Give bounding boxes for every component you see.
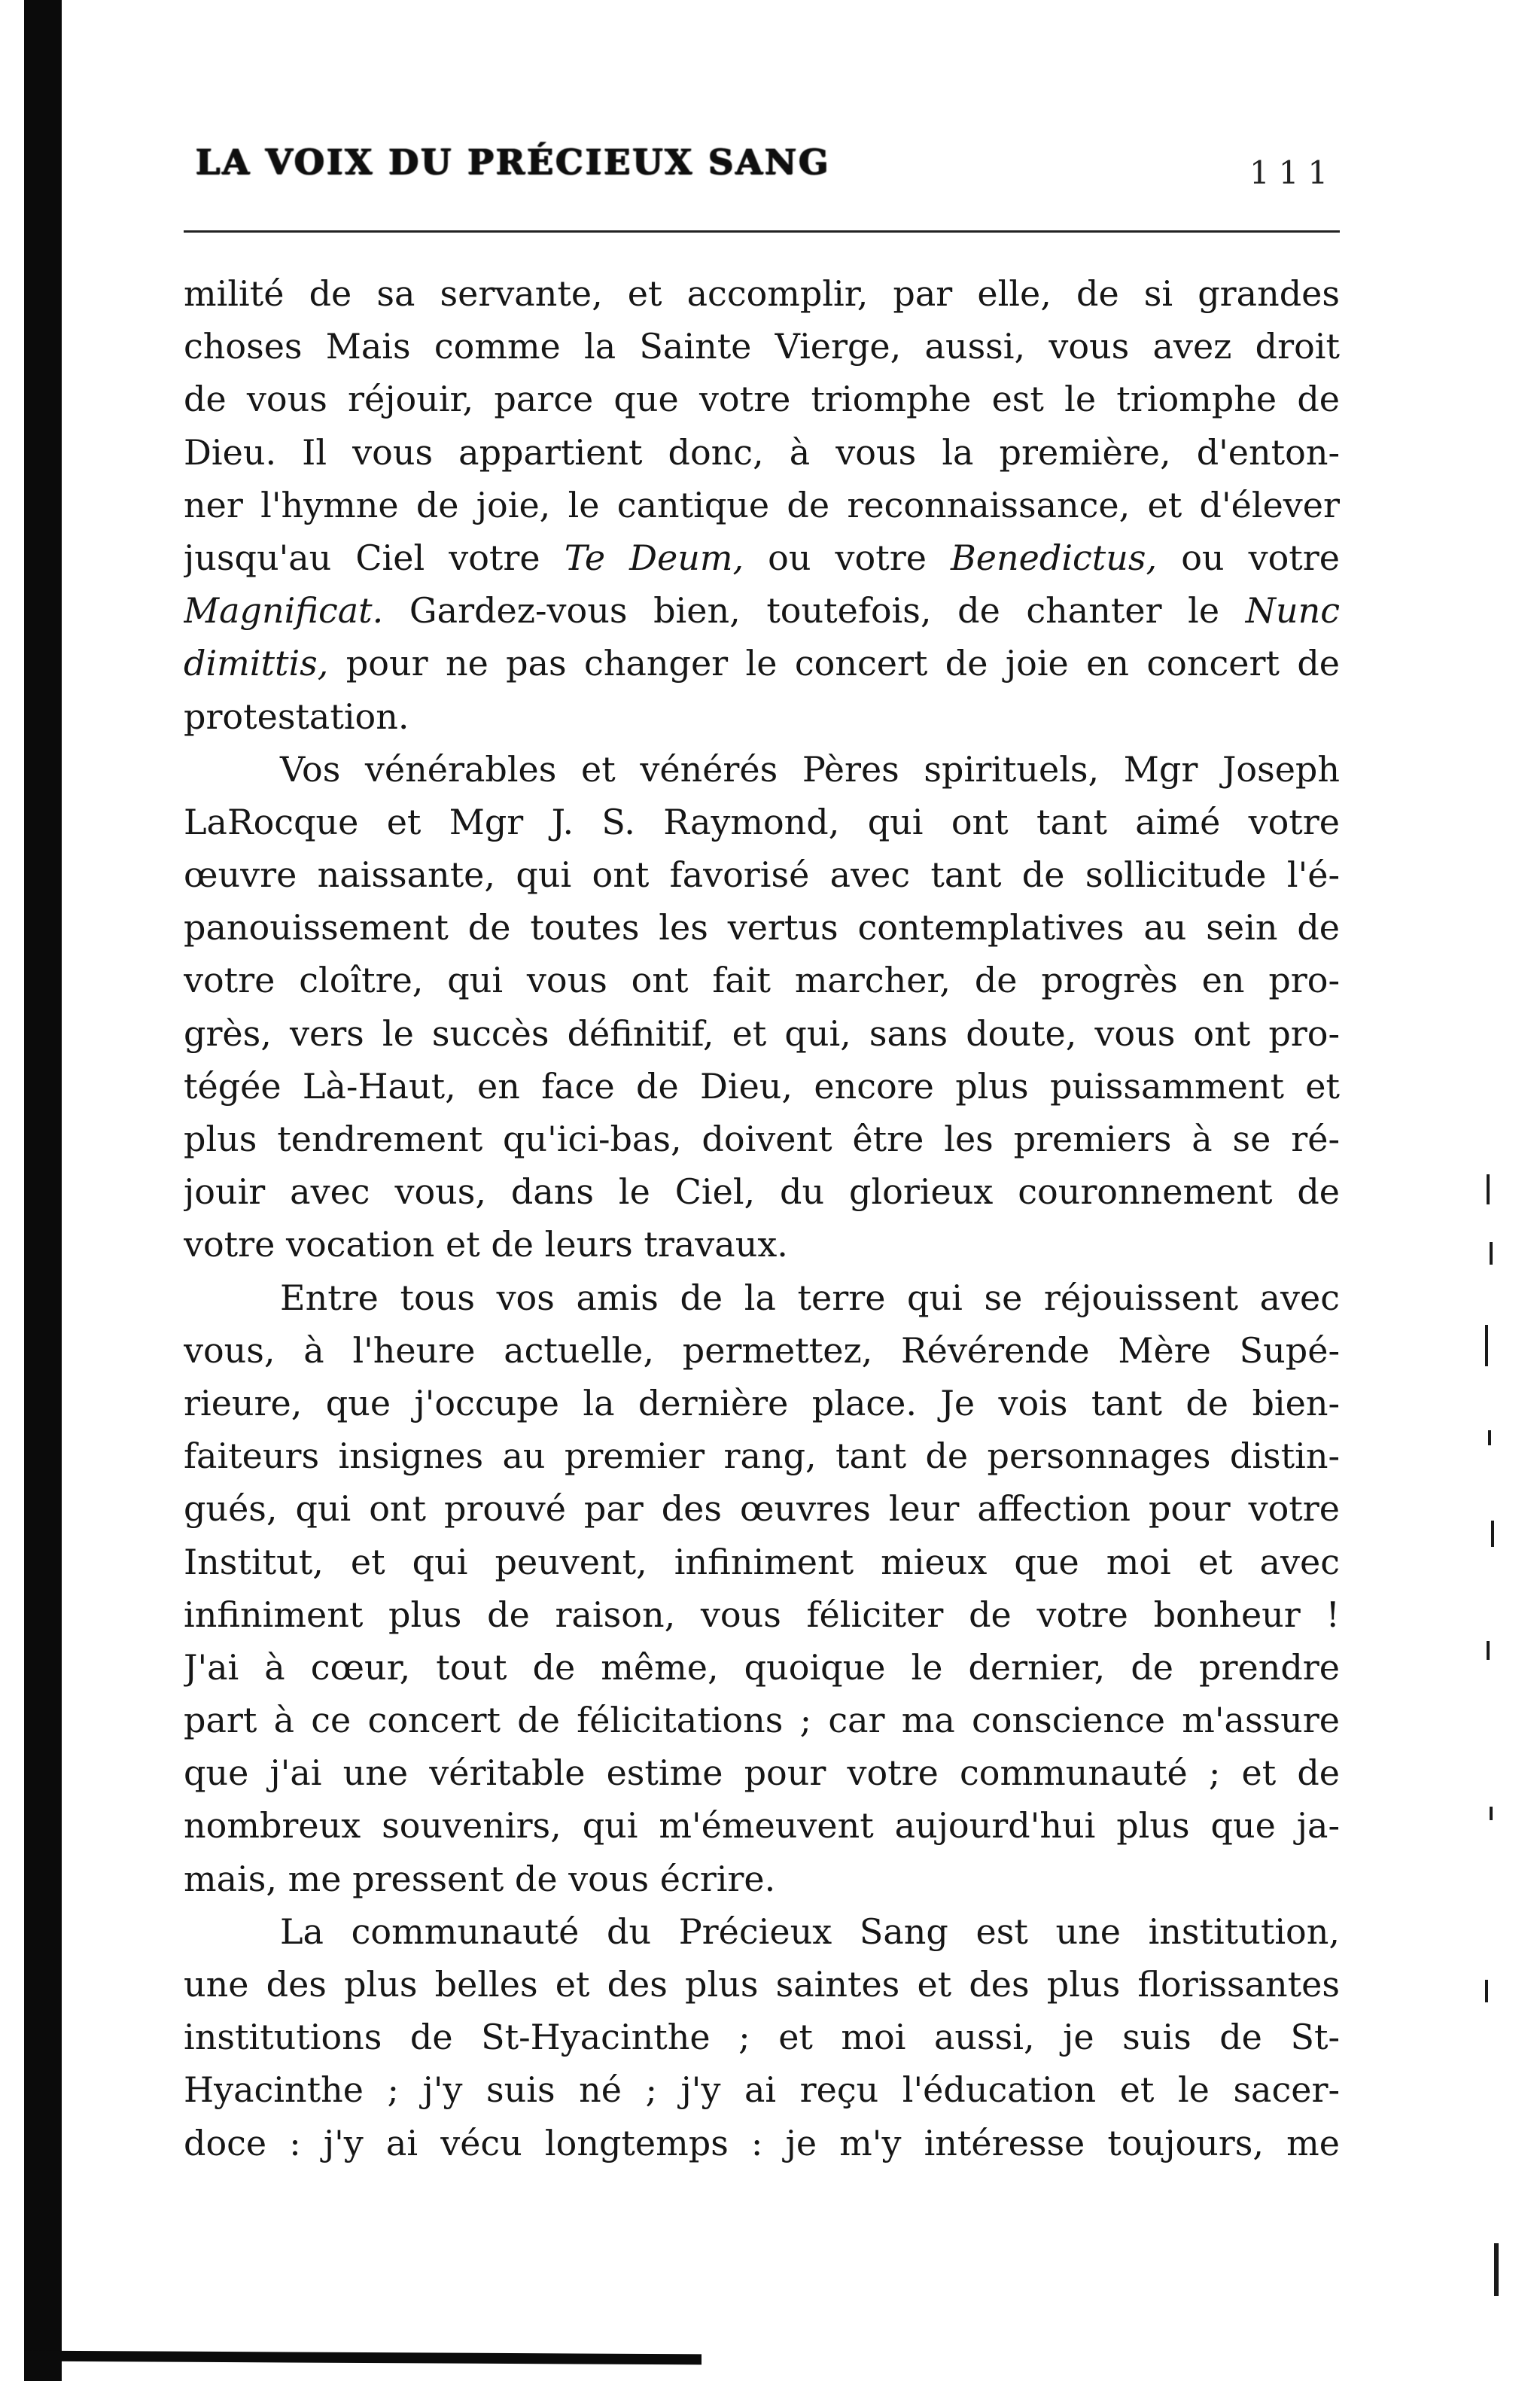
text-line: plus tendrement qu'ici-bas, doivent être les premiers à se ré-: [184, 1119, 1340, 1159]
text-line: que j'ai une véritable estime pour votre communauté ; et de: [184, 1752, 1340, 1794]
text-line: dimittis, pour ne pas changer le concert de joie en concert de: [184, 643, 1340, 684]
text-line: Dieu. Il vous appartient donc, à vous la première, d'enton-: [184, 431, 1340, 473]
text-line: Vos vénérables et vénérés Pères spirituels, Mgr Joseph: [280, 748, 1340, 790]
text-line: faiteurs insignes au premier rang, tant de personnages distin-: [184, 1436, 1340, 1477]
text-line: grès, vers le succès définitif, et qui, sans doute, vous ont pro-: [184, 1012, 1340, 1054]
italic-text: Magnificat.: [184, 590, 384, 632]
text-line: une des plus belles et des plus saintes et des plus florissantes: [184, 1964, 1340, 2005]
text-line: vous, à l'heure actuelle, permettez, Révérende Mère Supé-: [184, 1329, 1340, 1371]
header-rule: [184, 230, 1340, 233]
page-number: 111: [1249, 154, 1338, 191]
text-line: infiniment plus de raison, vous féliciter de votre bonheur !: [184, 1594, 1340, 1635]
italic-text: dimittis,: [184, 643, 329, 684]
scan-edge-specks: [1472, 1129, 1517, 2364]
text-line: part à ce concert de félicitations ; car ma conscience m'assure: [184, 1700, 1340, 1741]
italic-text: Nunc: [1245, 590, 1340, 632]
italic-text: Te Deum,: [564, 537, 744, 578]
text-line: tégée Là-Haut, en face de Dieu, encore plus puissamment et: [184, 1065, 1340, 1107]
text-line: gués, qui ont prouvé par des œuvres leur affection pour votre: [184, 1488, 1340, 1530]
text-line: nombreux souvenirs, qui m'émeuvent aujourd'hui plus que ja-: [184, 1805, 1340, 1847]
text-line: Hyacinthe ; j'y suis né ; j'y ai reçu l'éducation et le sacer-: [184, 2069, 1340, 2111]
text-line: J'ai à cœur, tout de même, quoique le dernier, de prendre: [184, 1646, 1340, 1688]
text-line: ner l'hymne de joie, le cantique de reconnaissance, et d'élever: [184, 484, 1340, 525]
text-line: de vous réjouir, parce que votre triomphe est le triomphe de: [184, 379, 1340, 420]
text-line: Magnificat. Gardez-vous bien, toutefois, de chanter le Nunc: [184, 590, 1340, 632]
running-title: LA VOIX DU PRÉCIEUX SANG: [196, 142, 831, 182]
scan-bottom-shadow: [24, 2351, 702, 2365]
text-line: œuvre naissante, qui ont favorisé avec tant de sollicitude l'é-: [184, 854, 1340, 896]
text-line: LaRocque et Mgr J. S. Raymond, qui ont tant aimé votre: [184, 801, 1340, 842]
text-line: institutions de St-Hyacinthe ; et moi aussi, je suis de St-: [184, 2017, 1340, 2058]
text-line: Institut, et qui peuvent, infiniment mieux que moi et avec: [184, 1541, 1340, 1582]
text-line: rieure, que j'occupe la dernière place. Je vois tant de bien-: [184, 1382, 1340, 1423]
italic-text: Benedictus,: [951, 537, 1158, 578]
text-line: mais, me pressent de vous écrire.: [184, 1858, 776, 1899]
text-line: panouissement de toutes les vertus contemplatives au sein de: [184, 907, 1340, 948]
text-line: jouir avec vous, dans le Ciel, du glorieux couronnement de: [184, 1171, 1340, 1213]
text-line: La communauté du Précieux Sang est une institution,: [280, 1911, 1340, 1952]
text-line: votre vocation et de leurs travaux.: [184, 1224, 788, 1265]
text-line: protestation.: [184, 696, 409, 737]
scan-margin-shadow: [24, 0, 62, 2381]
text-line: Entre tous vos amis de la terre qui se réjouissent avec: [280, 1277, 1340, 1318]
body-text: [184, 267, 1340, 2169]
text-line: doce : j'y ai vécu longtemps : je m'y intéresse toujours, me: [184, 2122, 1340, 2163]
text-line: milité de sa servante, et accomplir, par elle, de si grandes: [184, 273, 1340, 314]
text-line: choses Mais comme la Sainte Vierge, aussi, vous avez droit: [184, 326, 1340, 367]
text-line: votre cloître, qui vous ont fait marcher, de progrès en pro-: [184, 960, 1340, 1001]
text-line: jusqu'au Ciel votre Te Deum, ou votre Benedictus, ou votre: [184, 537, 1340, 578]
